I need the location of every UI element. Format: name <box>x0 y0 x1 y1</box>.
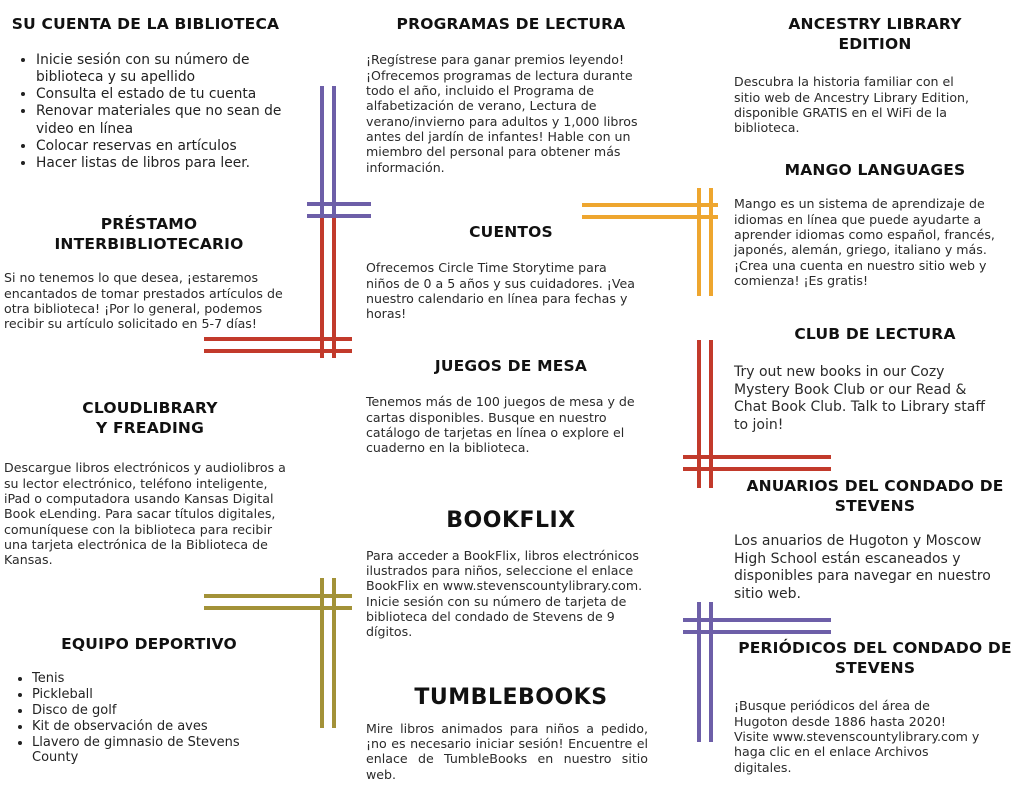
bookflix-section <box>366 507 656 640</box>
juegos-title: JUEGOS DE MESA <box>434 357 588 375</box>
bar <box>204 594 352 598</box>
programas-title: PROGRAMAS DE LECTURA <box>396 15 626 33</box>
bar <box>204 606 352 610</box>
cuentos-text: Ofrecemos Circle Time Storytime para niños de 0 a 5 años y sus cuidadores. ¡Vea nuestro calendario en línea para fechas y horas! <box>366 260 635 322</box>
list-item: • Hacer listas de libros para leer. <box>36 155 283 172</box>
bar <box>709 602 713 742</box>
programas-text: ¡Regístrese para ganar premios leyendo! ¡Ofrecemos programas de lectura durante todo el año, incluido el Programa de alfabetización de verano, Lectura de verano/invierno para adultos y 1,000 libros antes del jardín de infantes! Hable con un miembro del personal para obtener más información. <box>366 52 638 175</box>
bar <box>697 340 701 488</box>
list-item: • Pickleball <box>32 687 282 703</box>
list-item: • Renovar materiales que no sean de video en línea <box>36 103 283 137</box>
bar <box>697 188 701 296</box>
club-text: Try out new books in our Cozy Mystery Book Club or our Read & Chat Book Club. Talk to Library staff to join! <box>734 364 985 433</box>
equipo-title: EQUIPO DEPORTIVO <box>61 635 237 653</box>
periodicos-section <box>734 638 1016 775</box>
ancestry-title-line1: ANCESTRY LIBRARY <box>788 15 962 33</box>
cuenta-list <box>8 52 283 172</box>
bar <box>204 337 352 341</box>
anuarios-title-line2: STEVENS <box>834 497 916 516</box>
bar <box>320 578 324 728</box>
equipo-list <box>4 671 282 766</box>
ancestry-text: Descubra la historia familiar con el sitio web de Ancestry Library Edition, disponible GRATIS en el WiFi de la biblioteca. <box>734 74 970 136</box>
anuarios-title-line1: ANUARIOS DEL CONDADO DE <box>746 477 1004 495</box>
bar <box>204 349 352 353</box>
list-item: • Disco de golf <box>32 703 282 719</box>
bar <box>332 86 336 234</box>
cuentos-section <box>366 222 656 322</box>
mango-title: MANGO LANGUAGES <box>784 161 966 179</box>
cuentos-title: CUENTOS <box>469 223 553 241</box>
mango-section <box>734 160 1016 288</box>
bar <box>697 602 701 742</box>
anuarios-section <box>734 476 1016 603</box>
programas-section <box>366 14 656 175</box>
periodicos-title-line1: PERIÓDICOS DEL CONDADO DE <box>738 639 1012 657</box>
club-title: CLUB DE LECTURA <box>794 325 956 343</box>
list-item: • Kit de observación de aves <box>32 719 282 735</box>
list-item: • Colocar reservas en artículos <box>36 138 283 155</box>
cuenta-section <box>8 14 283 172</box>
bar <box>683 618 831 622</box>
bar <box>709 188 713 296</box>
prestamo-section <box>4 214 294 332</box>
juegos-text: Tenemos más de 100 juegos de mesa y de cartas disponibles. Busque en nuestro catálogo de tarjetas en línea o explore el cuaderno en la biblioteca. <box>366 394 635 456</box>
tumble-title: TUMBLEBOOKS <box>414 685 608 710</box>
bar <box>683 455 831 459</box>
cloud-title-line1: CLOUDLIBRARY <box>82 399 218 417</box>
bar <box>307 214 371 218</box>
anuarios-text: Los anuarios de Hugoton y Moscow High School están escaneados y disponibles para navegar en nuestro sitio web. <box>734 533 991 602</box>
bar <box>332 578 336 728</box>
cloud-title-line2: Y FREADING <box>95 419 205 438</box>
cloud-section <box>4 398 296 568</box>
prestamo-title: PRÉSTAMO INTERBIBLIOTECARIO <box>54 215 244 254</box>
cuenta-title: SU CUENTA DE LA BIBLIOTECA <box>11 15 280 33</box>
ancestry-title-line2: EDITION <box>838 35 912 54</box>
prestamo-text: Si no tenemos lo que desea, ¡estaremos encantados de tomar prestados artículos de otra biblioteca! ¡Por lo general, podemos recibir su artículo solicitado en 5-7 días! <box>4 270 283 332</box>
periodicos-title-line2: STEVENS <box>834 659 916 678</box>
cloud-text: Descargue libros electrónicos y audiolibros a su lector electrónico, teléfono inteligente, iPad o computadora usando Kansas Digital Book eLending. Para sacar títulos digitales, comuníquese con la biblioteca para recibir una tarjeta electrónica de la Biblioteca de Kansas. <box>4 460 286 568</box>
bar <box>320 86 324 234</box>
equipo-section <box>4 634 294 766</box>
tumble-text: Mire libros animados para niños a pedido, ¡no es necesario iniciar sesión! Encuentre el enlace de TumbleBooks en nuestro sitio web. <box>366 720 648 782</box>
club-section <box>734 324 1016 434</box>
mango-text: Mango es un sistema de aprendizaje de idiomas en línea que puede ayudarte a aprender idiomas como español, francés, japonés, alemán, griego, italiano y más. ¡Crea una cuenta en nuestro sitio web y comienza! ¡Es gratis! <box>734 196 995 288</box>
bar <box>307 202 371 206</box>
bar <box>709 340 713 488</box>
list-item: • Tenis <box>32 671 282 687</box>
bookflix-title: BOOKFLIX <box>446 508 576 533</box>
bar <box>683 630 831 634</box>
periodicos-text: ¡Busque periódicos del área de Hugoton desde 1886 hasta 2020! Visite www.stevenscountylibrary.com y haga clic en el enlace Archivos digitales. <box>734 698 980 775</box>
list-item: • Llavero de gimnasio de Stevens County <box>32 735 282 767</box>
juegos-section <box>366 356 656 456</box>
list-item: • Inicie sesión con su número de biblioteca y su apellido <box>36 52 283 86</box>
bar <box>683 467 831 471</box>
list-item: • Consulta el estado de tu cuenta <box>36 86 283 103</box>
ancestry-section <box>734 14 1016 136</box>
tumble-section <box>366 684 656 782</box>
bookflix-text: Para acceder a BookFlix, libros electrónicos ilustrados para niños, seleccione el enlace BookFlix en www.stevenscountylibrary.com. Inicie sesión con su número de tarjeta de biblioteca del condado de Stevens de 9 dígitos. <box>366 547 643 640</box>
